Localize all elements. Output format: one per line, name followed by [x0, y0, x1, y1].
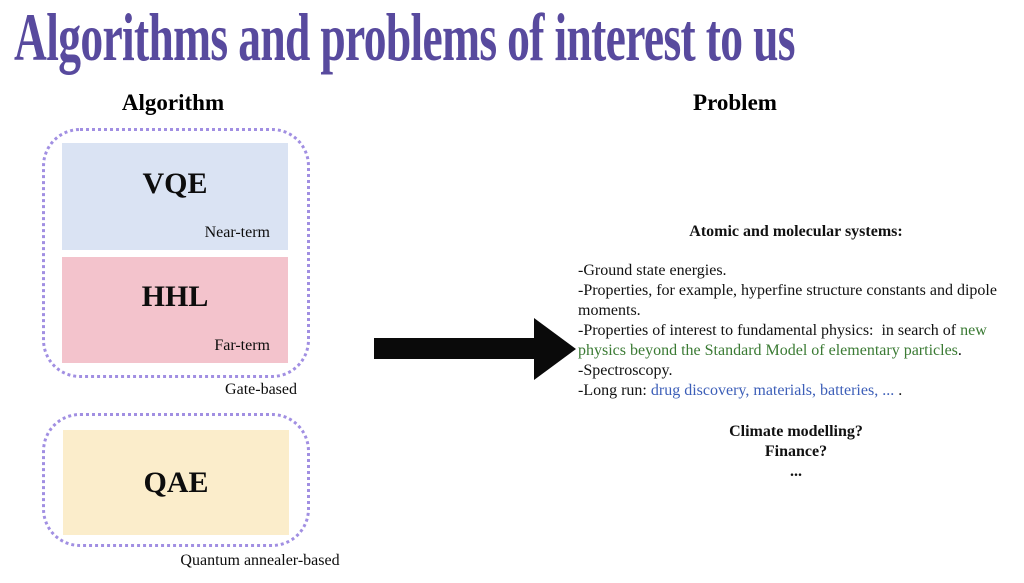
bullet-line — [578, 321, 1014, 361]
slide-title: Algorithms and problems of interest to us — [14, 0, 795, 75]
other-problems — [578, 422, 1014, 482]
vqe-box — [62, 143, 288, 250]
bullet-segment: drug discovery, materials, batteries, ... — [650, 382, 895, 399]
gate-based-caption: Gate-based — [225, 381, 297, 398]
hhl-label: HHL — [141, 280, 209, 313]
bullet-segment: -Ground state energies. — [578, 262, 727, 279]
problem-column-header: Problem — [693, 90, 777, 115]
vqe-term-label: Near-term — [204, 224, 270, 241]
problem-description — [578, 222, 1014, 401]
qae-box — [63, 430, 289, 535]
bullet-segment: -Properties, for example, hyperfine structure constants and dipole moments. — [578, 282, 1001, 319]
finance-line: Finance? — [764, 443, 828, 460]
bullet-segment: -Spectroscopy. — [578, 362, 673, 379]
qae-label: QAE — [143, 465, 209, 499]
annealer-caption: Quantum annealer-based — [180, 552, 340, 569]
ellipsis-line: ... — [790, 463, 802, 480]
hhl-box — [62, 257, 288, 363]
bullet-line — [578, 281, 1014, 321]
bullet-segment: . — [894, 382, 903, 399]
bullet-segment: . — [957, 342, 962, 359]
climate-line: Climate modelling? — [729, 423, 863, 440]
bullet-segment: -Long run: — [578, 382, 651, 399]
right-arrow-icon — [374, 316, 576, 382]
bullet-line — [578, 361, 1014, 381]
atomic-systems-heading: Atomic and molecular systems: — [689, 223, 903, 240]
bullet-segment: new physics beyond the Standard Model of elementary particles — [578, 322, 991, 359]
bullet-line — [578, 261, 1014, 281]
hhl-term-label: Far-term — [214, 337, 270, 354]
vqe-label: VQE — [142, 166, 208, 200]
bullet-line — [578, 381, 1014, 401]
bullet-list — [578, 261, 1014, 401]
bullet-segment: -Properties of interest to fundamental physics: in search of — [578, 322, 961, 339]
algorithm-column-header: Algorithm — [121, 90, 225, 115]
